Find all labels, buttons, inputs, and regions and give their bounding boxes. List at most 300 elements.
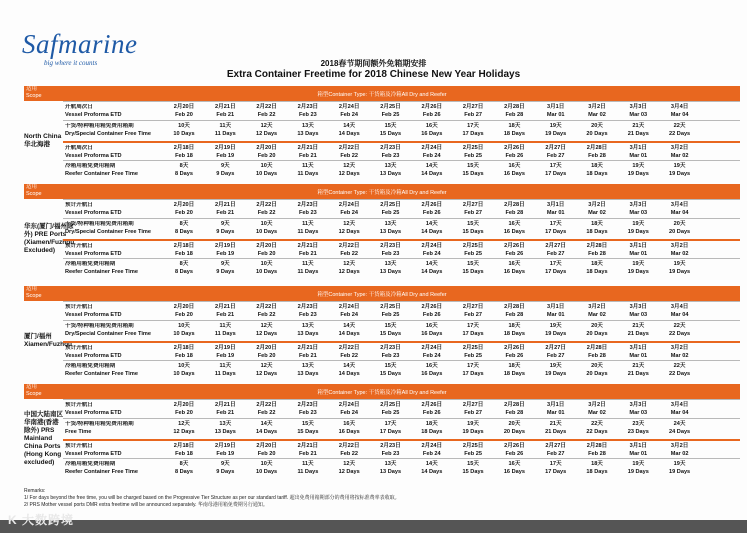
row-label (65, 443, 163, 459)
table-cell (411, 461, 453, 476)
cell-value-en: 14 Days (421, 228, 443, 235)
table-cell (452, 421, 494, 436)
table-cell (535, 145, 577, 160)
cell-value-cn: 20天 (591, 323, 603, 329)
table-cell (659, 323, 701, 338)
schedule-block (24, 86, 740, 181)
cell-value-en: 16 Days (503, 268, 525, 275)
cell-value-cn: 8天 (179, 261, 189, 267)
table-cell (576, 221, 618, 236)
cell-value-cn: 2月26日 (504, 443, 525, 449)
cell-value-en: Feb 20 (257, 152, 276, 159)
cell-value-en: 15 Days (297, 428, 319, 435)
cell-value-en: Feb 23 (299, 409, 317, 416)
table-cell (163, 123, 205, 138)
cell-value-cn: 12天 (343, 261, 356, 267)
cell-value-cn: 2月26日 (421, 202, 443, 208)
cell-value-en: Mar 02 (588, 409, 606, 416)
table-cell (246, 363, 288, 378)
cell-value-en: 17 Days (545, 268, 567, 275)
cell-value-en: Feb 25 (464, 152, 482, 159)
table-cell (370, 202, 412, 217)
table-cell (328, 104, 370, 119)
table-cell (659, 243, 701, 258)
cell-value-cn: 2月25日 (380, 202, 401, 208)
cell-value-cn: 18天 (508, 363, 521, 369)
table-cell (370, 104, 412, 119)
table-cell (535, 363, 577, 378)
table-row (63, 399, 740, 419)
title-english: Extra Container Freetime for 2018 Chinese New Year Holidays (226, 69, 521, 80)
cell-value-cn: 2月20日 (256, 345, 277, 351)
cell-value-cn: 2月24日 (338, 104, 360, 110)
cell-value-cn: 3月3日 (629, 402, 647, 408)
table-cell (493, 145, 535, 160)
row-label (65, 221, 163, 237)
cell-value-en: Mar 02 (588, 209, 606, 216)
table-cell (452, 402, 494, 417)
row-label-en: Reefer Container Free Time (65, 370, 138, 377)
table-cell (287, 421, 329, 436)
cell-value-en: Feb 20 (175, 209, 193, 216)
row-label-cn: 冷箱用箱免费用箱期 (65, 461, 116, 467)
cell-value-cn: 3月3日 (629, 304, 647, 310)
cell-value-cn: 17天 (549, 261, 562, 267)
cell-value-en: 12 Days (256, 130, 278, 137)
table-cell (287, 243, 329, 258)
cell-value-cn: 13天 (384, 163, 397, 169)
cell-value-cn: 3月1日 (629, 243, 647, 249)
table-cell (452, 304, 494, 319)
table-row (63, 341, 740, 362)
cell-value-en: 18 Days (586, 228, 608, 235)
table-cell (204, 202, 246, 217)
table-cell (493, 123, 535, 138)
row-label (65, 123, 163, 139)
table-cell (493, 363, 535, 378)
table-cell (246, 243, 288, 258)
row-label (65, 243, 163, 259)
cell-value-cn: 2月22日 (256, 104, 277, 110)
row-label (65, 421, 163, 437)
cell-value-cn: 3月3日 (629, 104, 647, 110)
cell-value-en: 10 Days (256, 228, 278, 235)
cell-value-cn: 2月28日 (504, 104, 525, 110)
region-name: 中国大陆南区华南港(香港除外) PRS Mainland China Ports (Hong Kong excluded) (24, 411, 63, 466)
cell-value-en: 21 Days (545, 428, 567, 435)
cell-value-cn: 11天 (302, 221, 314, 227)
cell-value-en: Feb 23 (299, 311, 317, 318)
cell-value-en: Feb 26 (505, 450, 524, 457)
table-cell (204, 243, 246, 258)
cell-value-en: 17 Days (545, 228, 567, 235)
cell-value-cn: 2月24日 (338, 202, 360, 208)
cell-value-cn: 3月2日 (670, 345, 689, 351)
table-cell (287, 202, 329, 217)
table-row (63, 439, 740, 460)
table-cell (370, 243, 412, 258)
row-label-cn: 预计开航日 (65, 443, 93, 449)
table-cell (204, 304, 246, 319)
cell-value-cn: 12天 (343, 163, 356, 169)
table-cell (246, 443, 288, 458)
table-cell (535, 202, 577, 217)
cell-value-cn: 17天 (467, 323, 479, 329)
cell-value-en: Feb 26 (422, 311, 441, 318)
table-cell (493, 443, 535, 458)
cell-value-cn: 2月20日 (256, 145, 277, 151)
cell-value-en: 22 Days (669, 370, 691, 377)
cell-value-cn: 10天 (178, 123, 190, 129)
cell-value-en: Feb 25 (464, 352, 482, 359)
table-cell (452, 123, 494, 138)
cell-value-cn: 2月25日 (462, 443, 484, 449)
cell-value-cn: 17天 (384, 421, 397, 427)
cell-value-en: Mar 04 (670, 409, 689, 416)
cell-value-en: 18 Days (586, 170, 608, 177)
table-cell (204, 104, 246, 119)
cell-value-en: Mar 03 (629, 311, 648, 318)
table-cell (493, 202, 535, 217)
cell-value-cn: 2月23日 (297, 402, 319, 408)
table-cell (328, 345, 370, 360)
cell-value-cn: 23天 (632, 421, 645, 427)
row-label-cn: 预计开航日 (65, 345, 93, 351)
table-cell (576, 363, 618, 378)
cell-value-en: 12 Days (338, 268, 360, 275)
cell-value-en: 14 Days (421, 170, 443, 177)
cell-value-en: 20 Days (586, 330, 608, 337)
cell-value-en: 16 Days (421, 330, 443, 337)
cell-value-cn: 3月1日 (546, 402, 565, 408)
cell-value-en: Feb 26 (422, 409, 441, 416)
table-cell (411, 421, 453, 436)
table-cell (163, 104, 205, 119)
cell-value-cn: 20天 (591, 123, 603, 129)
cell-value-en: Feb 19 (216, 250, 235, 257)
row-label (65, 261, 163, 277)
table-cell (411, 443, 453, 458)
table-cell (163, 202, 205, 217)
cell-value-en: 13 Days (297, 130, 319, 137)
table-cell (493, 221, 535, 236)
table-cell (370, 421, 412, 436)
table-cell (163, 402, 205, 417)
cell-value-cn: 15天 (467, 163, 479, 169)
table-cell (328, 145, 370, 160)
cell-value-cn: 14天 (260, 421, 273, 427)
cell-value-cn: 13天 (301, 363, 314, 369)
cell-value-en: Mar 01 (629, 352, 648, 359)
cell-value-cn: 2月23日 (380, 443, 401, 449)
table-cell (493, 421, 535, 436)
table-cell (246, 163, 288, 178)
cell-value-cn: 11天 (219, 323, 232, 329)
cell-value-cn: 2月28日 (504, 304, 525, 310)
cell-value-cn: 18天 (591, 163, 603, 169)
table-cell (659, 304, 701, 319)
cell-value-cn: 2月24日 (421, 345, 443, 351)
cell-value-cn: 2月26日 (421, 304, 443, 310)
cell-value-en: 12 Days (256, 330, 278, 337)
cell-value-cn: 2月26日 (504, 243, 525, 249)
table-cell (493, 323, 535, 338)
table-cell (328, 402, 370, 417)
table-row (63, 120, 740, 140)
cell-value-cn: 2月27日 (462, 304, 484, 310)
table-row (63, 101, 740, 121)
table-cell (370, 163, 412, 178)
scope-label-line: 适用 (26, 286, 38, 292)
table-cell (576, 345, 618, 360)
cell-value-en: Feb 22 (257, 209, 276, 216)
table-cell (328, 304, 370, 319)
row-label-cn: 干货/特种箱用箱免费用箱期 (65, 221, 134, 227)
cell-value-en: 16 Days (421, 370, 443, 377)
table-cell (617, 443, 659, 458)
table-cell (204, 461, 246, 476)
cell-value-cn: 2月26日 (421, 104, 443, 110)
cell-value-cn: 10天 (260, 461, 273, 467)
table-cell (246, 202, 288, 217)
table-cell (411, 221, 453, 236)
cell-value-cn: 2月23日 (380, 243, 401, 249)
table-cell (617, 402, 659, 417)
cell-value-en: 22 Days (669, 330, 691, 337)
table-cell (163, 304, 205, 319)
cell-value-en: 14 Days (256, 428, 278, 435)
table-cell (163, 145, 205, 160)
table-cell (617, 345, 659, 360)
cell-value-cn: 14天 (343, 123, 356, 129)
table-cell (659, 363, 701, 378)
cell-value-cn: 3月2日 (588, 104, 606, 110)
cell-value-cn: 2月26日 (504, 145, 525, 151)
cell-value-cn: 13天 (384, 261, 397, 267)
cell-value-en: Mar 02 (670, 450, 689, 457)
cell-value-cn: 17天 (467, 363, 479, 369)
cell-value-en: 9 Days (216, 468, 235, 475)
cell-value-cn: 18天 (425, 421, 438, 427)
table-cell (535, 345, 577, 360)
table-cell (576, 202, 618, 217)
table-cell (287, 363, 329, 378)
cell-value-en: 14 Days (421, 468, 443, 475)
table-cell (163, 243, 205, 258)
cell-value-en: 20 Days (586, 370, 608, 377)
cell-value-cn: 9天 (220, 461, 230, 467)
row-label (65, 363, 163, 379)
cell-value-cn: 15天 (384, 123, 397, 129)
row-label-cn: 干货/特种箱用箱免费用箱期 (65, 123, 134, 129)
table-cell (659, 345, 701, 360)
cell-value-cn: 2月23日 (297, 104, 319, 110)
cell-value-en: Mar 02 (670, 152, 689, 159)
table-cell (411, 323, 453, 338)
table-cell (287, 323, 329, 338)
cell-value-cn: 2月21日 (297, 345, 319, 351)
cell-value-cn: 3月2日 (670, 145, 689, 151)
cell-value-cn: 11天 (302, 461, 314, 467)
cell-value-cn: 2月18日 (173, 345, 195, 351)
cell-value-cn: 2月20日 (256, 243, 277, 249)
cell-value-en: 13 Days (297, 330, 319, 337)
cell-value-cn: 2月27日 (545, 243, 566, 249)
cell-value-en: 19 Days (669, 268, 691, 275)
cell-value-en: 19 Days (627, 228, 649, 235)
cell-value-cn: 10天 (178, 363, 190, 369)
cell-value-cn: 2月23日 (297, 202, 319, 208)
cell-value-en: 16 Days (338, 428, 360, 435)
row-label-en: Vessel Proforma ETD (65, 111, 122, 118)
cell-value-cn: 19天 (673, 163, 686, 169)
table-cell (659, 202, 701, 217)
row-label-cn: 预计开航日 (65, 402, 93, 408)
cell-value-en: 12 Days (173, 428, 195, 435)
table-cell (576, 402, 618, 417)
cell-value-en: 11 Days (297, 468, 319, 475)
cell-value-en: 19 Days (545, 130, 567, 137)
schedule-block (24, 384, 740, 479)
footer-bar (0, 520, 747, 533)
cell-value-cn: 2月28日 (586, 443, 608, 449)
title-chinese: 2018春节期间额外免箱期安排 (320, 59, 427, 68)
table-cell (163, 421, 205, 436)
cell-value-cn: 12天 (343, 461, 356, 467)
table-cell (535, 261, 577, 276)
cell-value-en: 17 Days (462, 330, 484, 337)
table-cell (493, 104, 535, 119)
table-cell (163, 363, 205, 378)
cell-value-en: 14 Days (421, 268, 443, 275)
cell-value-en: 22 Days (586, 428, 608, 435)
table-cell (411, 261, 453, 276)
cell-value-cn: 22天 (673, 363, 686, 369)
cell-value-en: Feb 19 (216, 450, 235, 457)
cell-value-cn: 19天 (549, 323, 562, 329)
table-cell (411, 145, 453, 160)
table-cell (576, 461, 618, 476)
cell-value-en: 19 Days (462, 428, 484, 435)
table-row (63, 160, 740, 180)
cell-value-en: 17 Days (462, 370, 484, 377)
cell-value-cn: 19天 (549, 123, 562, 129)
cell-value-en: 20 Days (669, 228, 691, 235)
cell-value-cn: 14天 (425, 461, 438, 467)
table-row (63, 320, 740, 340)
cell-value-en: Feb 28 (505, 209, 524, 216)
table-cell (617, 163, 659, 178)
scope-label-line: 适用 (26, 86, 38, 92)
cell-value-cn: 9天 (220, 163, 230, 169)
cell-value-cn: 16天 (425, 363, 438, 369)
cell-value-cn: 13天 (301, 323, 314, 329)
table-cell (535, 421, 577, 436)
cell-value-en: 15 Days (379, 130, 402, 137)
table-cell (204, 261, 246, 276)
cell-value-cn: 20天 (591, 363, 603, 369)
scope-label-line: Scope (26, 93, 42, 99)
row-label-en: Reefer Container Free Time (65, 268, 138, 275)
row-label-cn: 预计开航日 (65, 243, 93, 249)
cell-value-cn: 2月21日 (215, 202, 236, 208)
table-cell (576, 323, 618, 338)
cell-value-en: Feb 23 (381, 450, 400, 457)
cell-value-cn: 20天 (673, 221, 686, 227)
cell-value-cn: 14天 (343, 323, 356, 329)
table-cell (246, 323, 288, 338)
cell-value-en: Mar 04 (670, 111, 689, 118)
table-cell (617, 323, 659, 338)
cell-value-cn: 12天 (178, 421, 190, 427)
cell-value-en: Mar 03 (629, 111, 648, 118)
cell-value-en: Feb 20 (257, 450, 276, 457)
cell-value-cn: 14天 (425, 163, 438, 169)
cell-value-en: Feb 25 (381, 209, 400, 216)
block-header (24, 384, 740, 399)
cell-value-cn: 14天 (425, 221, 438, 227)
table-cell (659, 145, 701, 160)
cell-value-en: 8 Days (174, 170, 194, 177)
table-cell (576, 163, 618, 178)
cell-value-en: Mar 04 (670, 209, 689, 216)
cell-value-cn: 2月27日 (545, 443, 566, 449)
table-cell (452, 461, 494, 476)
cell-value-cn: 19天 (632, 461, 645, 467)
cell-value-cn: 3月2日 (588, 304, 606, 310)
cell-value-en: 21 Days (627, 370, 649, 377)
cell-value-en: Feb 22 (257, 111, 276, 118)
cell-value-cn: 18天 (591, 221, 603, 227)
cell-value-cn: 2月21日 (297, 145, 319, 151)
table-cell (287, 104, 329, 119)
cell-value-en: 23 Days (627, 428, 649, 435)
cell-value-cn: 2月21日 (297, 443, 319, 449)
row-label-cn: 冷箱用箱免费用箱期 (65, 261, 116, 267)
table-row (63, 218, 740, 238)
cell-value-cn: 19天 (632, 221, 645, 227)
table-cell (576, 145, 618, 160)
table-cell (370, 363, 412, 378)
table-cell (287, 123, 329, 138)
table-cell (617, 421, 659, 436)
cell-value-en: Feb 18 (175, 450, 193, 457)
cell-value-cn: 2月25日 (462, 345, 484, 351)
table-row (63, 458, 740, 478)
cell-value-en: Feb 27 (546, 250, 565, 257)
cell-value-en: 10 Days (173, 370, 195, 377)
table-cell (411, 363, 453, 378)
cell-value-cn: 16天 (425, 323, 438, 329)
cell-value-cn: 2月21日 (215, 104, 236, 110)
table-cell (287, 402, 329, 417)
table-cell (287, 443, 329, 458)
cell-value-cn: 22天 (673, 123, 686, 129)
cell-value-cn: 2月27日 (545, 145, 566, 151)
table-cell (659, 261, 701, 276)
cell-value-en: 8 Days (174, 468, 194, 475)
cell-value-en: Mar 02 (670, 352, 689, 359)
cell-value-en: 14 Days (338, 370, 360, 377)
cell-value-en: 14 Days (338, 130, 360, 137)
cell-value-en: Mar 01 (629, 250, 648, 257)
row-label-en: Dry/Special Container Free Time (65, 228, 152, 235)
scope-label-line: Scope (26, 191, 42, 197)
row-label-en: Vessel Proforma ETD (65, 352, 122, 359)
cell-value-cn: 3月4日 (670, 104, 689, 110)
row-label-en: Vessel Proforma ETD (65, 209, 122, 216)
table-cell (535, 243, 577, 258)
